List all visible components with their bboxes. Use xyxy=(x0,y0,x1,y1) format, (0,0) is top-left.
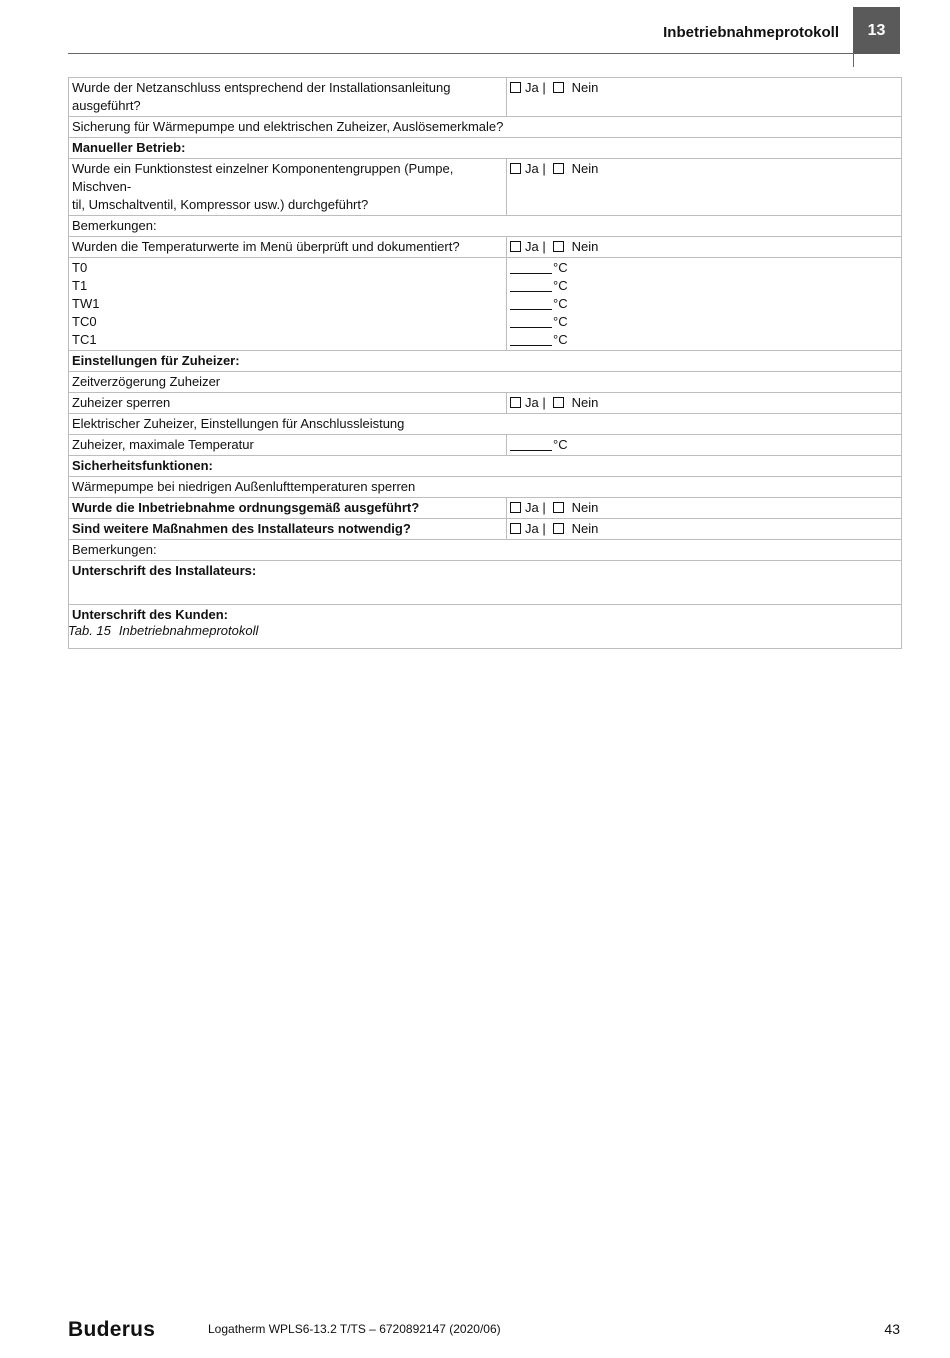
sensor-label: T0 xyxy=(72,260,88,275)
temperature-input-cell xyxy=(507,435,902,456)
question-cell: Sicherung für Wärmepumpe und elektrischen Zuheizer, Auslösemerkmale? xyxy=(69,117,902,138)
commissioning-protocol-table xyxy=(68,77,902,649)
sensor-label: TC0 xyxy=(72,314,97,329)
sensor-label: TC1 xyxy=(72,332,97,347)
table-row xyxy=(69,216,902,237)
no-checkbox[interactable] xyxy=(553,241,564,252)
remarks-field[interactable]: Bemerkungen: xyxy=(69,216,902,237)
sensor-label: T1 xyxy=(72,278,88,293)
no-label: Nein xyxy=(571,80,599,95)
table-row xyxy=(69,456,902,477)
no-checkbox[interactable] xyxy=(553,523,564,534)
no-label: Nein xyxy=(571,521,599,536)
table-row xyxy=(69,393,902,414)
table-row xyxy=(69,372,902,393)
table-row xyxy=(69,477,902,498)
yes-label: Ja | xyxy=(525,395,546,410)
yes-label: Ja | xyxy=(525,239,546,254)
yes-no-cell xyxy=(507,78,902,117)
question-cell xyxy=(69,159,507,216)
header-rule-tick xyxy=(853,53,854,67)
yes-checkbox[interactable] xyxy=(510,163,521,174)
question-cell: Zuheizer, maximale Temperatur xyxy=(69,435,507,456)
question-line: til, Umschaltventil, Kompressor usw.) durchgeführt? xyxy=(72,197,369,212)
buderus-logo: Buderus xyxy=(68,1318,156,1341)
question-cell: Sind weitere Maßnahmen des Installateurs notwendig? xyxy=(69,519,507,540)
yes-checkbox[interactable] xyxy=(510,523,521,534)
unit-label: °C xyxy=(553,260,568,275)
yes-checkbox[interactable] xyxy=(510,241,521,252)
no-checkbox[interactable] xyxy=(553,502,564,513)
table-row xyxy=(69,138,902,159)
chapter-number-badge: 13 xyxy=(853,7,900,54)
table-caption xyxy=(68,623,266,638)
yes-no-cell xyxy=(507,519,902,540)
question-cell: Wurden die Temperaturwerte im Menü überprüft und dokumentiert? xyxy=(69,237,507,258)
temperature-field[interactable] xyxy=(510,296,552,310)
table-row xyxy=(69,117,902,138)
yes-no-cell xyxy=(507,159,902,216)
unit-label: °C xyxy=(553,332,568,347)
no-checkbox[interactable] xyxy=(553,397,564,408)
yes-label: Ja | xyxy=(525,500,546,515)
table-row xyxy=(69,237,902,258)
unit-label: °C xyxy=(553,437,568,452)
temperature-field[interactable] xyxy=(510,260,552,274)
customer-signature-field[interactable]: Unterschrift des Kunden: xyxy=(69,605,902,649)
temperature-inputs xyxy=(507,258,902,351)
remarks-field[interactable]: Bemerkungen: xyxy=(69,540,902,561)
caption-label: Tab. 15 xyxy=(68,623,111,638)
no-checkbox[interactable] xyxy=(553,163,564,174)
sensor-label: TW1 xyxy=(72,296,100,311)
table-row xyxy=(69,78,902,117)
page-number: 43 xyxy=(884,1321,900,1337)
no-checkbox[interactable] xyxy=(553,82,564,93)
yes-checkbox[interactable] xyxy=(510,397,521,408)
question-cell: Elektrischer Zuheizer, Einstellungen für Anschlussleistung xyxy=(69,414,902,435)
page-header-title: Inbetriebnahmeprotokoll xyxy=(663,24,839,41)
no-label: Nein xyxy=(571,395,599,410)
question-cell: Wurde die Inbetriebnahme ordnungsgemäß ausgeführt? xyxy=(69,498,507,519)
yes-label: Ja | xyxy=(525,80,546,95)
temperature-field[interactable] xyxy=(510,278,552,292)
yes-label: Ja | xyxy=(525,161,546,176)
table-row xyxy=(69,561,902,605)
no-label: Nein xyxy=(571,500,599,515)
table-row xyxy=(69,540,902,561)
question-cell: Wurde der Netzanschluss entsprechend der Installationsanleitung ausgeführt? xyxy=(69,78,507,117)
question-cell: Zuheizer sperren xyxy=(69,393,507,414)
table-row xyxy=(69,414,902,435)
yes-no-cell xyxy=(507,393,902,414)
sensor-list xyxy=(69,258,507,351)
yes-checkbox[interactable] xyxy=(510,82,521,93)
table-row xyxy=(69,435,902,456)
header-rule xyxy=(68,53,853,54)
yes-label: Ja | xyxy=(525,521,546,536)
question-cell: Wärmepumpe bei niedrigen Außenlufttemperaturen sperren xyxy=(69,477,902,498)
question-line: Wurde ein Funktionstest einzelner Komponentengruppen (Pumpe, Mischven- xyxy=(72,161,454,194)
document-reference: Logatherm WPLS6-13.2 T/TS – 6720892147 (2020/06) xyxy=(208,1322,501,1336)
table-row xyxy=(69,159,902,216)
section-heading: Manueller Betrieb: xyxy=(69,138,902,159)
yes-checkbox[interactable] xyxy=(510,502,521,513)
table-row xyxy=(69,258,902,351)
unit-label: °C xyxy=(553,296,568,311)
table-row xyxy=(69,498,902,519)
yes-no-cell xyxy=(507,498,902,519)
unit-label: °C xyxy=(553,314,568,329)
installer-signature-field[interactable]: Unterschrift des Installateurs: xyxy=(69,561,902,605)
temperature-field[interactable] xyxy=(510,314,552,328)
no-label: Nein xyxy=(571,161,599,176)
section-heading: Sicherheitsfunktionen: xyxy=(69,456,902,477)
temperature-field[interactable] xyxy=(510,332,552,346)
section-heading: Einstellungen für Zuheizer: xyxy=(69,351,902,372)
unit-label: °C xyxy=(553,278,568,293)
table-row xyxy=(69,519,902,540)
caption-text: Inbetriebnahmeprotokoll xyxy=(118,623,259,638)
no-label: Nein xyxy=(571,239,599,254)
table-row xyxy=(69,351,902,372)
question-cell: Zeitverzögerung Zuheizer xyxy=(69,372,902,393)
temperature-field[interactable] xyxy=(510,437,552,451)
yes-no-cell xyxy=(507,237,902,258)
